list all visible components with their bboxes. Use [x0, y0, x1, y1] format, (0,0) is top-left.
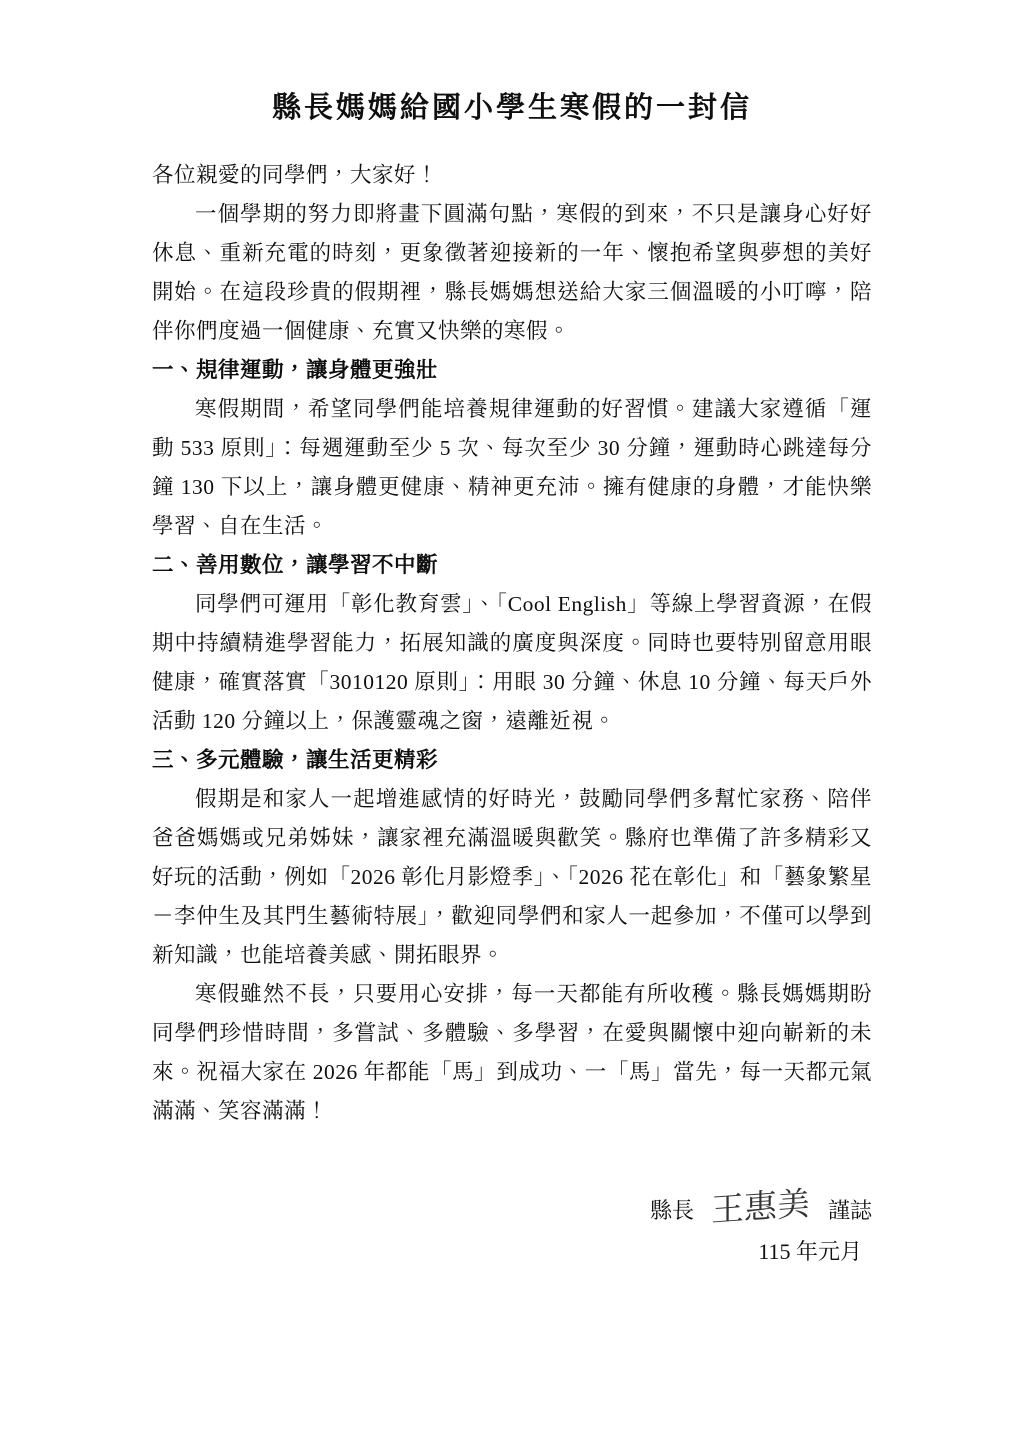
closing-paragraph: 寒假雖然不長，只要用心安排，每一天都能有所收穫。縣長媽媽期盼同學們珍惜時間，多嘗試、多體驗、多學習，在愛與關懷中迎向嶄新的未來。祝福大家在 2026 年都能「馬」到成功、一「馬」當先，每一天都元氣滿滿、笑容滿滿！: [152, 982, 872, 1123]
signature-block: [152, 1187, 872, 1272]
section-2-body: 同學們可運用「彰化教育雲」、「Cool English」等線上學習資源，在假期中持續精進學習能力，拓展知識的廣度與深度。同時也要特別留意用眼健康，確實落實「3010120 原則」：用眼 30 分鐘、休息 10 分鐘、每天戶外活動 120 分鐘以上，保護靈魂之窗，遠離近視。: [152, 592, 872, 733]
signature-handwriting: 王惠美: [711, 1186, 811, 1230]
section-1-body: 寒假期間，希望同學們能培養規律運動的好習慣。建議大家遵循「運動 533 原則」：每週運動至少 5 次、每次至少 30 分鐘，運動時心跳達每分鐘 130 下以上，讓身體更健康、精神更充沛。擁有健康的身體，才能快樂學習、自在生活。: [152, 397, 872, 538]
section-2-heading: 二、善用數位，讓學習不中斷: [152, 553, 439, 577]
signature-date: 115 年元月: [758, 1239, 862, 1264]
section-3-heading: 三、多元體驗，讓生活更精彩: [152, 748, 439, 772]
signature-line: [152, 1187, 872, 1232]
intro-paragraph: 一個學期的努力即將畫下圓滿句點，寒假的到來，不只是讓身心好好休息、重新充電的時刻，更象徵著迎接新的一年、懷抱希望與夢想的美好開始。在這段珍貴的假期裡，縣長媽媽想送給大家三個溫暖的小叮嚀，陪伴你們度過一個健康、充實又快樂的寒假。: [152, 202, 872, 343]
signer-title-label: 縣長: [649, 1198, 694, 1223]
signature-suffix-label: 謹誌: [827, 1198, 872, 1223]
section-3-body: 假期是和家人一起增進感情的好時光，鼓勵同學們多幫忙家務、陪伴爸爸媽媽或兄弟姊妹，讓家裡充滿溫暖與歡笑。縣府也準備了許多精彩又好玩的活動，例如「2026 彰化月影燈季」、「2026 花在彰化」和「藝象繁星－李仲生及其門生藝術特展」，歡迎同學們和家人一起參加，不僅可以學到新知識，也能培養美感、開拓眼界。: [152, 787, 872, 967]
greeting-line: 各位親愛的同學們，大家好！: [152, 163, 439, 187]
page-title: 縣長媽媽給國小學生寒假的一封信: [271, 92, 752, 124]
section-1-heading: 一、規律運動，讓身體更強壯: [152, 358, 439, 382]
